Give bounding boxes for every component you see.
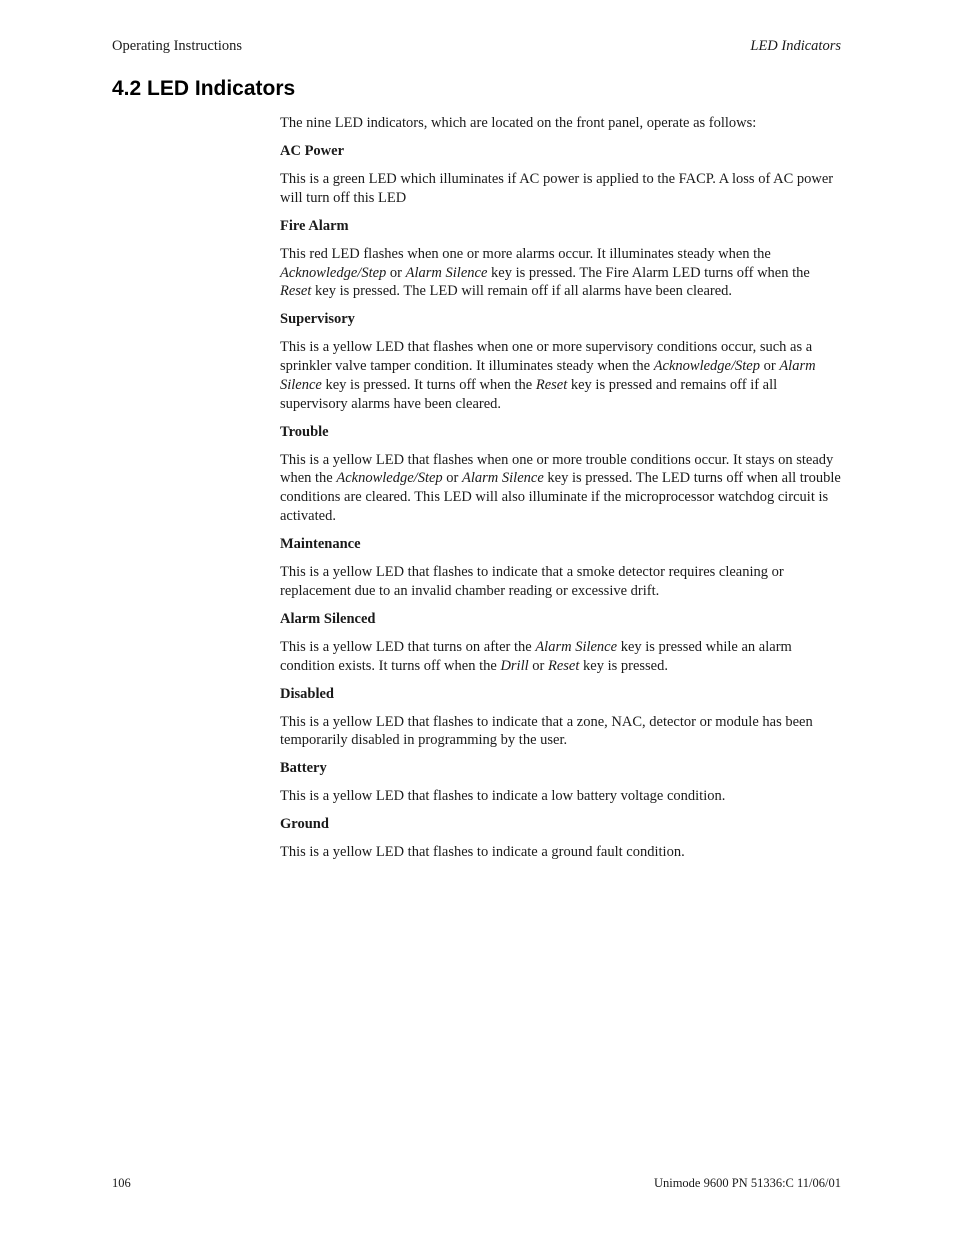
led-heading-ac-power: AC Power: [280, 142, 345, 159]
description-text: key is pressed.: [579, 657, 668, 674]
led-description-maintenance: [280, 563, 842, 601]
description-text: or: [759, 358, 780, 375]
description-text: This is a yellow LED that flashes when one or more trouble conditions occur. It stays on steady when the: [280, 451, 834, 487]
description-text: This is a yellow LED that flashes to indicate a ground fault condition.: [280, 844, 685, 861]
description-text: key is pressed. The LED will remain off if all alarms have been cleared.: [311, 283, 733, 300]
key-name: Alarm Silence: [535, 638, 618, 655]
description-text: key is pressed while an alarm condition exists. It turns off when the: [280, 638, 792, 674]
footer-doc-info: Unimode 9600 PN 51336:C 11/06/01: [653, 1176, 841, 1190]
key-name: Alarm Silence: [405, 264, 488, 281]
led-description-ground: [280, 843, 842, 862]
description-text: key is pressed. The LED turns off when all trouble conditions are cleared. This LED will also illuminate if the microprocessor watchdog circuit is activated.: [280, 470, 841, 525]
led-description-ac-power: [280, 170, 842, 208]
page-number: 106: [112, 1176, 131, 1190]
led-list: [280, 142, 842, 862]
led-heading-fire-alarm: Fire Alarm: [280, 217, 349, 234]
led-heading-supervisory: Supervisory: [280, 311, 355, 328]
description-text: or: [442, 470, 463, 487]
led-heading-battery: Battery: [280, 760, 327, 777]
running-header-left: Operating Instructions: [112, 38, 243, 54]
description-text: key is pressed. It turns off when the: [321, 376, 536, 393]
description-text: key is pressed. The Fire Alarm LED turns off when the: [487, 264, 810, 281]
key-name: Reset: [280, 283, 312, 300]
key-name: Reset: [547, 657, 580, 674]
led-description-disabled: [280, 713, 842, 751]
description-text: or: [386, 264, 406, 281]
description-text: This red LED flashes when one or more alarms occur. It illuminates steady when the: [280, 245, 771, 262]
led-description-supervisory: [280, 338, 842, 413]
led-description-trouble: [280, 451, 842, 526]
key-name: Alarm Silence: [280, 358, 816, 393]
description-text: This is a yellow LED that flashes to indicate a low battery voltage condition.: [280, 788, 726, 805]
description-text: This is a yellow LED that flashes to indicate that a zone, NAC, detector or module has been temporarily disabled in programming by the user.: [280, 713, 813, 749]
description-text: This is a yellow LED that turns on after the: [280, 638, 536, 655]
description-text: This is a yellow LED that flashes when one or more supervisory conditions occur, such as a sprinkler valve tamper condition. It illuminates steady when the: [280, 339, 813, 375]
led-description-alarm-silenced: [280, 638, 842, 676]
led-description-fire-alarm: [280, 245, 842, 301]
key-name: Acknowledge/Step: [653, 358, 760, 375]
key-name: Acknowledge/Step: [280, 264, 387, 281]
key-name: Reset: [535, 376, 568, 393]
key-name: Alarm Silence: [462, 470, 544, 487]
section-title: 4.2 LED Indicators: [112, 77, 296, 100]
led-heading-ground: Ground: [280, 816, 329, 833]
description-text: key is pressed and remains off if all supervisory alarms have been cleared.: [280, 376, 778, 412]
led-description-battery: [280, 787, 842, 806]
running-header-right: LED Indicators: [750, 38, 841, 54]
intro-paragraph: The nine LED indicators, which are located on the front panel, operate as follows:: [280, 115, 757, 131]
key-name: Drill: [500, 657, 529, 674]
description-text: This is a yellow LED that flashes to indicate that a smoke detector requires cleaning or replacement due to an invalid chamber reading or excessive drift.: [280, 564, 784, 599]
section-content: [280, 114, 842, 871]
led-heading-disabled: Disabled: [280, 685, 334, 702]
description-text: or: [528, 657, 548, 674]
led-heading-alarm-silenced: Alarm Silenced: [280, 610, 376, 627]
led-heading-trouble: Trouble: [280, 423, 329, 440]
description-text: This is a green LED which illuminates if AC power is applied to the FACP. A loss of AC power will turn off this LED: [280, 170, 834, 206]
key-name: Acknowledge/Step: [336, 470, 443, 487]
led-heading-maintenance: Maintenance: [280, 536, 361, 553]
